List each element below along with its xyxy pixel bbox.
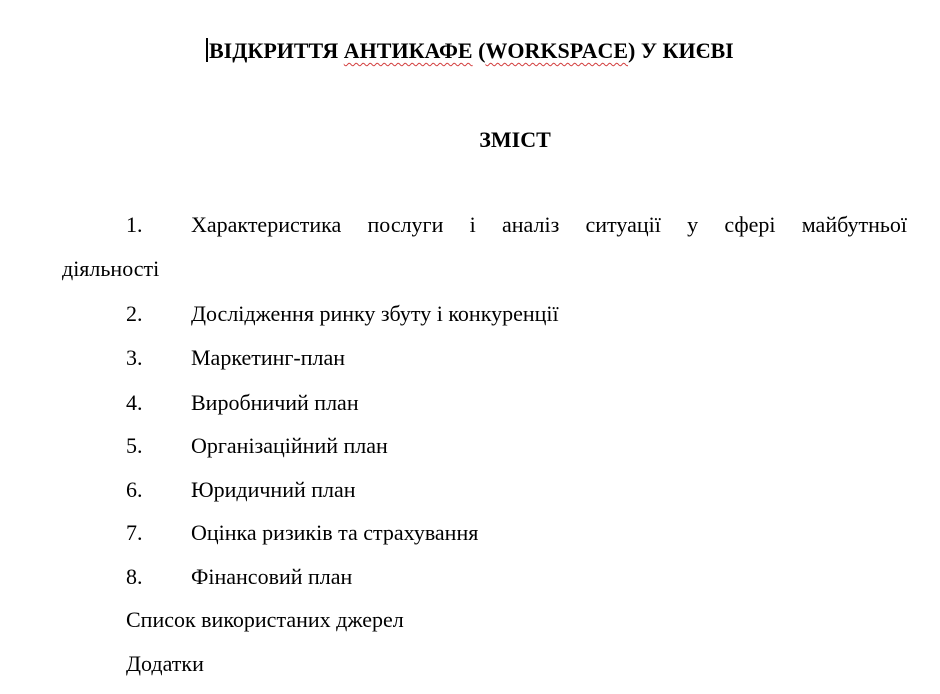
title-misspelled-word-2[interactable]: WORKSPACE bbox=[485, 38, 629, 63]
toc-item-continuation: діяльності bbox=[62, 256, 160, 281]
toc-item-8 bbox=[126, 563, 352, 591]
title-misspelled-word-1[interactable]: АНТИКАФЕ bbox=[343, 38, 473, 63]
text-cursor bbox=[206, 38, 208, 62]
toc-item-6 bbox=[126, 476, 356, 504]
toc-item-5 bbox=[126, 432, 388, 460]
toc-item-text: Характеристика послуги і аналіз ситуації у сфері майбутньої bbox=[191, 212, 907, 237]
section-heading: ЗМІСТ bbox=[479, 127, 551, 152]
toc-appendices: Додатки bbox=[126, 651, 204, 676]
toc-item-number: 8. bbox=[126, 564, 143, 589]
toc-item-3 bbox=[126, 344, 345, 372]
toc-item-1 bbox=[62, 211, 907, 283]
toc-item-text: Маркетинг-план bbox=[191, 345, 346, 370]
title-part-1: ВІДКРИТТЯ bbox=[209, 38, 344, 63]
toc-item-number: 4. bbox=[126, 390, 143, 415]
title-part-3: ) У КИЄВІ bbox=[628, 38, 734, 63]
toc-item-text: Організаційний план bbox=[191, 433, 388, 458]
toc-item-number: 6. bbox=[126, 477, 143, 502]
toc-item-number: 3. bbox=[126, 345, 143, 370]
toc-item-text: Дослідження ринку збуту і конкуренції bbox=[191, 301, 559, 326]
toc-item-number: 5. bbox=[126, 433, 143, 458]
toc-item-4 bbox=[126, 389, 359, 417]
toc-item-2 bbox=[126, 300, 559, 328]
toc-references: Список використаних джерел bbox=[126, 607, 404, 632]
toc-item-7 bbox=[126, 519, 478, 547]
toc-item-text: Фінансовий план bbox=[191, 564, 353, 589]
toc-item-text: Оцінка ризиків та страхування bbox=[191, 520, 479, 545]
toc-item-text: Виробничий план bbox=[191, 390, 359, 415]
document-title[interactable] bbox=[206, 36, 734, 66]
toc-item-number: 7. bbox=[126, 520, 143, 545]
toc-item-text: Юридичний план bbox=[191, 477, 356, 502]
toc-item-number: 1. bbox=[126, 212, 143, 237]
title-part-2: ( bbox=[472, 38, 486, 63]
toc-item-number: 2. bbox=[126, 301, 143, 326]
